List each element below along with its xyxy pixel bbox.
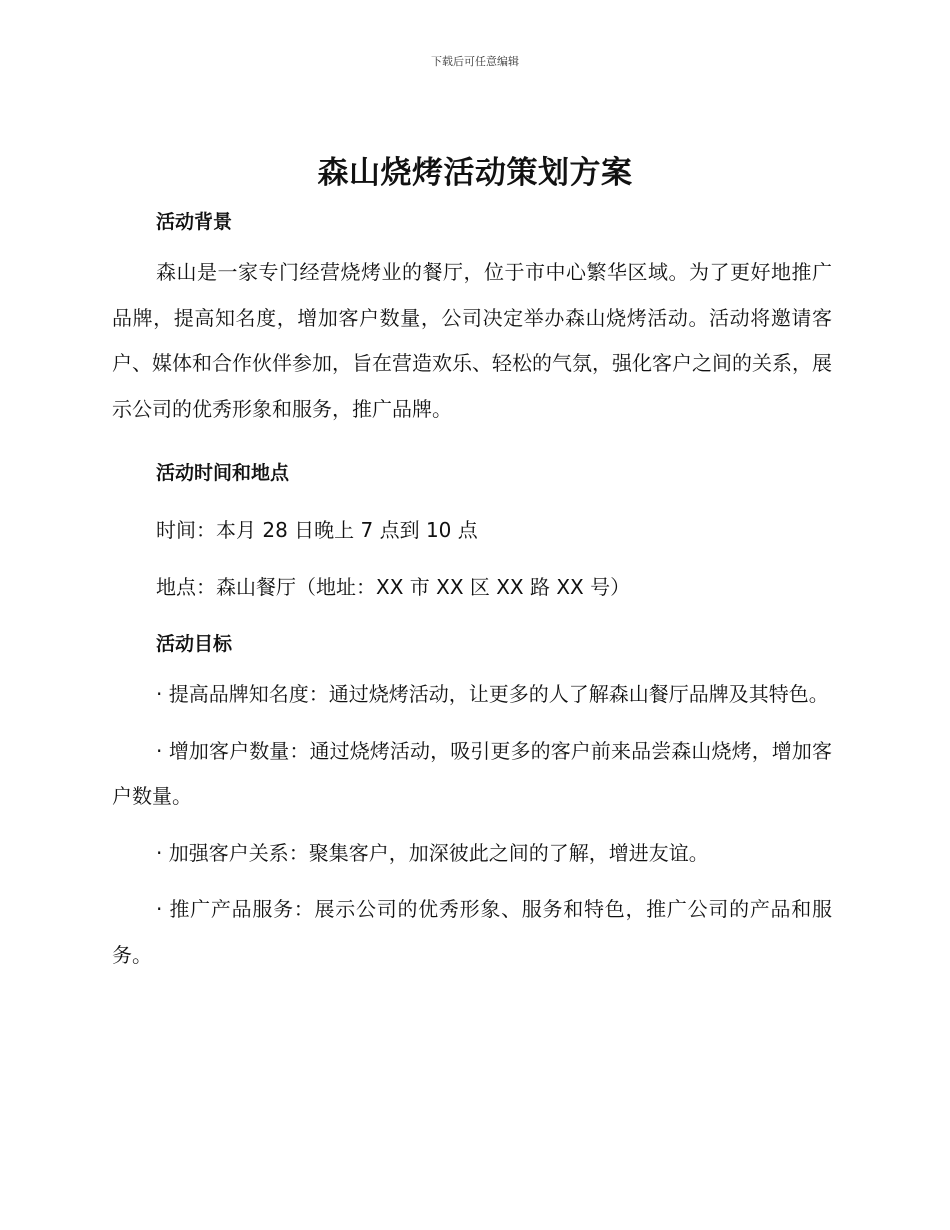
document-body: [112, 205, 832, 978]
paragraph-background: 森山是一家专门经营烧烤业的餐厅，位于市中心繁华区域。为了更好地推广品牌，提高知名度，增加客户数量，公司决定举办森山烧烤活动。活动将邀请客户、媒体和合作伙伴参加，旨在营造欢乐、轻松的气氛，强化客户之间的关系，展示公司的优秀形象和服务，推广品牌。: [112, 260, 832, 421]
section-heading-background: 活动背景: [156, 211, 233, 233]
goal-item-promote-services: · 推广产品服务：展示公司的优秀形象、服务和特色，推广公司的产品和服务。: [112, 897, 832, 967]
section-heading-goals: 活动目标: [156, 633, 233, 655]
section-heading-time-place: 活动时间和地点: [156, 462, 290, 484]
paragraph-place: 地点：森山餐厅（地址：XX 市 XX 区 XX 路 XX 号）: [156, 575, 631, 599]
page-header-note: 下载后可任意编辑: [431, 55, 519, 68]
paragraph-time: 时间：本月 28 日晚上 7 点到 10 点: [156, 518, 478, 542]
goal-item-customer-relations: · 加强客户关系：聚集客户，加深彼此之间的了解，增进友谊。: [156, 840, 709, 865]
goal-item-customer-count: · 增加客户数量：通过烧烤活动，吸引更多的客户前来品尝森山烧烤，增加客户数量。: [112, 738, 832, 808]
document-title: 森山烧烤活动策划方案: [317, 155, 633, 191]
goal-item-brand-awareness: · 提高品牌知名度：通过烧烤活动，让更多的人了解森山餐厅品牌及其特色。: [156, 682, 829, 706]
